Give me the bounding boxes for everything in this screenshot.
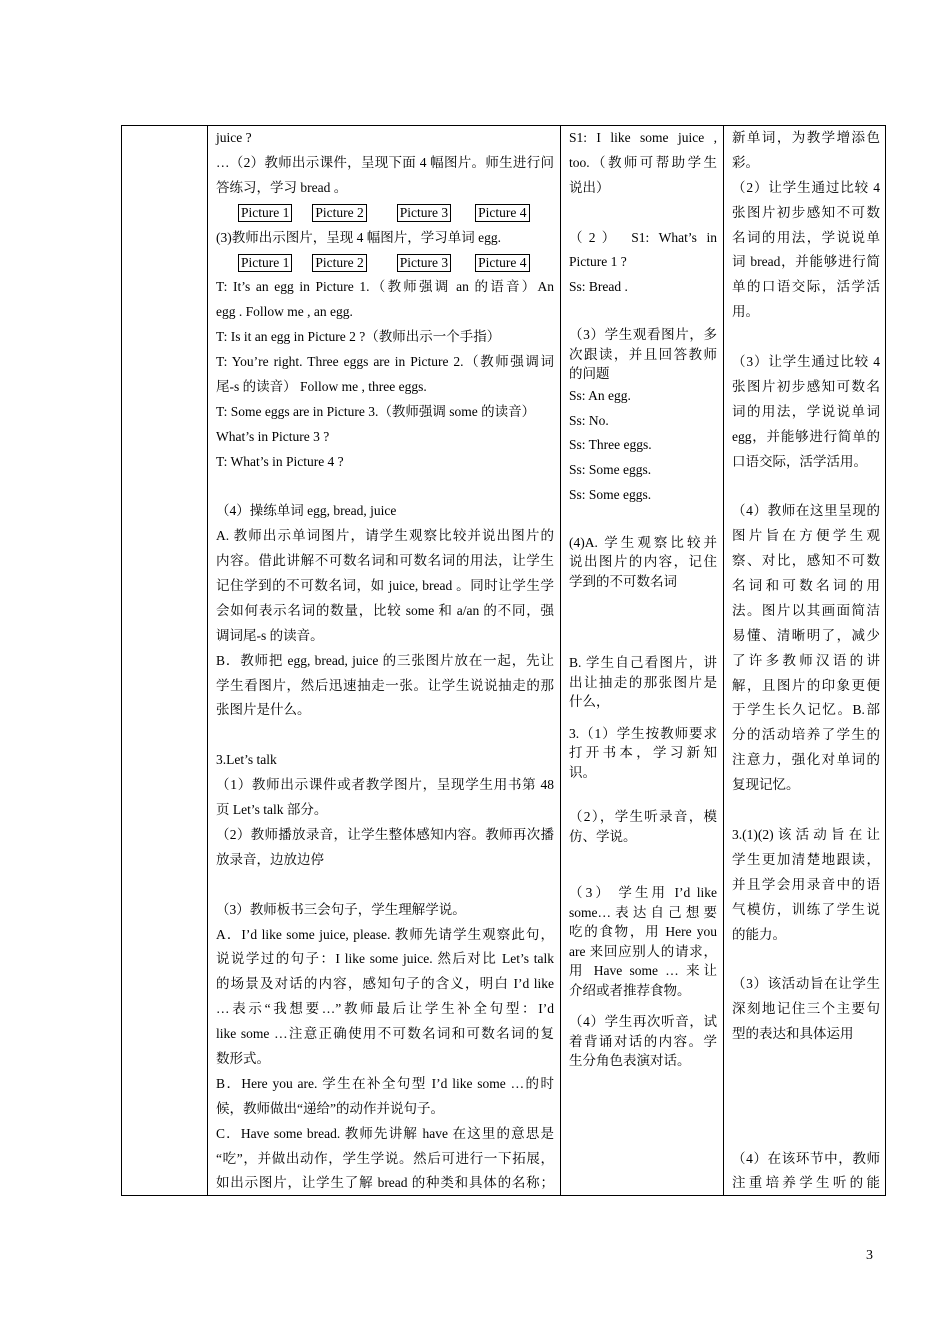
text-line: Ss: No.: [569, 412, 609, 428]
text-line: 数形式。: [216, 1050, 270, 1066]
blank-line: [732, 474, 880, 499]
blank-space: [569, 712, 717, 724]
text-line: 法。图片以其画面简洁: [732, 602, 880, 618]
page-number: 3: [866, 1248, 873, 1263]
picture-label-box: Picture 2: [312, 254, 366, 272]
picture-label-box: Picture 3: [397, 204, 451, 222]
picture-label-box: Picture 1: [238, 254, 292, 272]
text-line: 记住学到的不可数名词，如 juice, bread 。同时让学生学: [216, 578, 554, 594]
text-line: （2） S1: What’s in: [569, 229, 717, 245]
text-line: （4）操练单词 egg, bread, juice: [216, 503, 397, 519]
text-line: 口语交际，活学活用。: [732, 453, 867, 469]
text-line: too.（教师可帮助学生: [569, 154, 717, 170]
text-line: （4）教师在这里呈现的: [732, 503, 880, 519]
lesson-plan-table: [121, 125, 886, 1196]
blank-line: [732, 798, 880, 823]
text-line: juice ?: [216, 130, 252, 145]
text-line: 出让抽走的那张图片是: [569, 674, 717, 690]
text-line: （1）教师出示课件或者教学图片，呈现学生用书第 48: [216, 777, 554, 793]
text-line: 说出）: [569, 179, 610, 195]
text-line: What’s in Picture 3 ?: [216, 428, 330, 444]
text-line: 答练习，学习 bread 。: [216, 179, 348, 195]
student-activity-column: [561, 126, 723, 1195]
text-line: 会如何表示名词的数量，比较 some 和 a/an 的不同，强: [216, 602, 554, 618]
text-line: A. 教师出示单词图片，请学生观察比较并说出图片的: [216, 528, 554, 544]
text-line: 型的表达和具体运用: [732, 1026, 854, 1042]
blank-line: [732, 325, 880, 350]
text-line: are 来回应别人的请求，: [569, 943, 717, 959]
text-line: Ss: Some eggs.: [569, 462, 652, 478]
text-line: some…表达自己想要: [569, 904, 717, 920]
picture-label-box: Picture 4: [475, 254, 529, 272]
text-line: 名词的用法，学说说单: [732, 229, 880, 245]
text-line: （4）在该环节中，教师: [732, 1150, 880, 1166]
text-line: 次跟读，并且回答教师: [569, 346, 717, 362]
text-line: Ss: Bread .: [569, 279, 628, 295]
text-line: 学到的不可数名词: [569, 573, 677, 589]
blank-line: [732, 1097, 880, 1122]
text-line: 识。: [569, 764, 596, 780]
blank-space: [569, 871, 717, 883]
blank-line: [569, 300, 717, 325]
text-line: 学生看图片，然后迅速抽走一张。让学生说说抽走的那: [216, 677, 554, 693]
text-line: 注意力，强化对单词的: [732, 752, 880, 768]
text-line: 生分角色表演对话。: [569, 1053, 691, 1069]
text-line: 新单词，为教学增添色: [732, 130, 880, 145]
blank-line: [569, 782, 717, 807]
text-line: 页 Let’s talk 部分。: [216, 802, 328, 818]
picture-labels-row: [216, 250, 554, 275]
text-line: B. 学生自己看图片，讲: [569, 655, 717, 671]
text-line: like some …注意正确使用不可数名词和可数名词的复: [216, 1026, 554, 1042]
text-line: 说出图片的内容，记住: [569, 554, 717, 570]
text-line: 图片旨在方便学生观: [732, 528, 880, 544]
text-line: （3）学生观看图片，多: [569, 327, 717, 343]
text-line: T: Is it an egg in Picture 2 ?（教师出示一个手指）: [216, 329, 501, 345]
text-line: T: You’re right. Three eggs are in Picture 2.（教师强调词: [216, 354, 554, 370]
text-line: 吃的食物，用 Here you: [569, 924, 717, 940]
text-line: 并且学会用录音中的语: [732, 876, 880, 892]
text-line: 3.(1)(2)该活动旨在让: [732, 826, 880, 842]
text-line: 3.Let’s talk: [216, 752, 277, 768]
blank-space: [569, 1000, 717, 1012]
blank-line: [569, 846, 717, 871]
text-line: 张图片初步感知不可数: [732, 204, 880, 220]
text-line: （3） 学生用 I’d like: [569, 885, 717, 901]
text-line: 着背诵对话的内容。学: [569, 1033, 717, 1049]
text-line: 彩。: [732, 154, 759, 170]
text-line: （3）该活动旨在让学生: [732, 976, 880, 992]
text-line: 尾-s 的读音） Follow me , three eggs.: [216, 378, 427, 394]
text-line: 说说学过的句子：I like some juice. 然后对比 Let’s talk: [216, 951, 554, 967]
text-line: Ss: Some eggs.: [569, 487, 652, 503]
picture-labels-row: [216, 201, 554, 226]
picture-label-box: Picture 1: [238, 204, 292, 222]
text-line: （2）教师播放录音，让学生整体感知内容。教师再次播: [216, 826, 554, 842]
blank-space: [569, 641, 717, 653]
text-line: “吃”，并做出动作，学生学说。然后可进行一下拓展，: [216, 1150, 554, 1166]
picture-label-box: Picture 2: [312, 204, 366, 222]
teacher-activity-column: [208, 126, 560, 1195]
text-line: 学生更加清楚地跟读，: [732, 851, 880, 867]
text-line: …（2）教师出示课件，呈现下面 4 幅图片。师生进行问: [216, 154, 554, 170]
text-line: Picture 1 ?: [569, 254, 627, 270]
text-line: egg，并能够进行简单的: [732, 428, 880, 444]
text-line: 易懂、清晰明了，减少: [732, 627, 880, 643]
blank-line: [216, 873, 554, 898]
text-line: 张图片初步感知可数名: [732, 378, 880, 394]
text-line: 察、对比，感知不可数: [732, 553, 880, 569]
text-line: 复现记忆。: [732, 777, 800, 793]
text-line: A．I’d like some juice, please. 教师先请学生观察此句，: [216, 926, 554, 942]
blank-line: [732, 1072, 880, 1097]
blank-line: [732, 1047, 880, 1072]
text-line: C．Have some bread. 教师先讲解 have 在这里的意思是: [216, 1125, 554, 1141]
text-line: 名词和可数名词的用: [732, 578, 880, 594]
text-line: 单的口语交际，活学活: [732, 279, 880, 295]
text-line: T: It’s an egg in Picture 1.（教师强调 an 的语音）An: [216, 279, 554, 295]
text-line: 用。: [732, 304, 759, 320]
text-line: 如出示图片，让学生了解 bread 的种类和具体的名称；: [216, 1175, 554, 1191]
text-line: 深刻地记住三个主要句: [732, 1001, 880, 1017]
text-line: 仿、学说。: [569, 828, 637, 844]
blank-line: [569, 508, 717, 533]
text-line: B．Here you are. 学生在补全句型 I’d like some …的时: [216, 1075, 554, 1091]
text-line: T: Some eggs are in Picture 3.（教师强调 some 的读音）: [216, 403, 536, 419]
text-line: 分的活动培养了学生的: [732, 727, 880, 743]
text-line: （3）教师板书三会句子，学生理解学说。: [216, 901, 466, 917]
text-line: S1: I like some juice ,: [569, 130, 717, 145]
text-line: 的能力。: [732, 926, 786, 942]
text-line: 用 Have some … 来让: [569, 963, 717, 979]
blank-line: [569, 616, 717, 641]
picture-label-box: Picture 3: [397, 254, 451, 272]
text-line: Ss: Three eggs.: [569, 437, 652, 453]
text-line: （3）让学生通过比较 4: [732, 354, 880, 370]
blank-line: [732, 1122, 880, 1147]
blank-line: [569, 201, 717, 226]
blank-line: [569, 591, 717, 616]
text-line: egg . Follow me , an egg.: [216, 304, 353, 320]
text-line: 解，且图片的印象更便: [732, 677, 880, 693]
text-line: （2）让学生通过比较 4: [732, 179, 880, 195]
text-line: (4)A. 学生观察比较并: [569, 534, 717, 550]
text-line: 注重培养学生听的能: [732, 1175, 880, 1191]
text-line: B．教师把 egg, bread, juice 的三张图片放在一起，先让: [216, 652, 554, 668]
text-line: 放录音，边放边停: [216, 851, 324, 867]
text-line: 词的用法，学说说单词: [732, 403, 880, 419]
text-line: Ss: An egg.: [569, 387, 631, 403]
text-line: 于学生长久记忆。B.部: [732, 702, 880, 718]
blank-line: [216, 474, 554, 499]
text-line: 的场景及对话的内容，感知句子的含义，明白 I’d like: [216, 976, 554, 992]
text-line: 气模仿，训练了学生说: [732, 901, 880, 917]
text-line: 张图片是什么。: [216, 702, 311, 718]
design-intent-column: [724, 126, 886, 1195]
text-line: 的问题: [569, 366, 610, 382]
blank-line: [216, 723, 554, 748]
text-line: 打开书本，学习新知: [569, 745, 717, 761]
text-line: …表示“我想要…”教师最后让学生补全句型：I’d: [216, 1001, 554, 1017]
text-line: 调词尾-s 的读音。: [216, 627, 324, 643]
stage-column: [122, 126, 207, 1195]
text-line: 内容。借此讲解不可数名词和可数名词的用法，让学生: [216, 553, 554, 569]
text-line: 什么，: [569, 694, 610, 710]
text-line: （2），学生听录音，模: [569, 809, 717, 825]
text-line: 了许多教师汉语的讲: [732, 652, 880, 668]
text-line: 候，教师做出“递给”的动作并说句子。: [216, 1100, 444, 1116]
picture-label-box: Picture 4: [475, 204, 529, 222]
text-line: 3.（1）学生按教师要求: [569, 725, 717, 741]
text-line: 词 bread，并能够进行简: [732, 254, 880, 270]
text-line: 介绍或者推荐食物。: [569, 982, 691, 998]
text-line: (3)教师出示图片，呈现 4 幅图片，学习单词 egg.: [216, 229, 501, 245]
text-line: （4）学生再次听音，试: [569, 1014, 717, 1030]
text-line: T: What’s in Picture 4 ?: [216, 453, 344, 469]
blank-line: [732, 947, 880, 972]
